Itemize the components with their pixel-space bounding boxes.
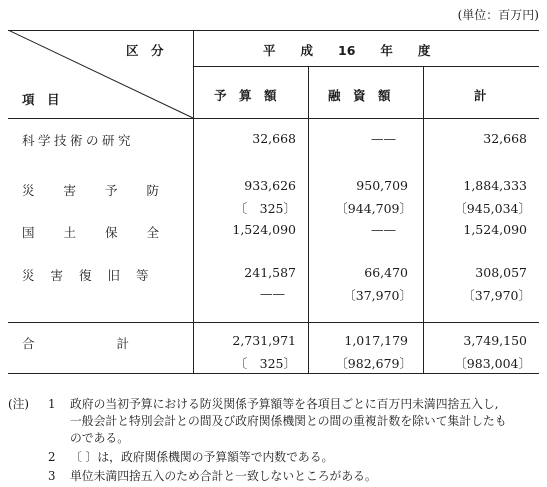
note-text: 政府の当初予算における防災関係予算額等を各項目ごとに百万円未満四捨五入し, xyxy=(70,397,499,411)
note-number: 1 xyxy=(48,397,56,411)
kei-value: 1,524,090 xyxy=(463,222,527,237)
header-yosan: 予 算 額 xyxy=(214,88,277,103)
row-label: 科学技術の研究 xyxy=(22,133,135,148)
note-text: 単位未満四捨五入のため合計と一致しないところがある。 xyxy=(70,469,377,483)
kei-value: 1,884,333 xyxy=(463,178,527,193)
row-label: 国土保全 xyxy=(22,225,189,240)
yosan-value: 241,587 xyxy=(244,265,296,280)
yushi-value: 66,470 xyxy=(364,265,408,280)
total-yosan-sub: 〔 325〕 xyxy=(234,356,296,371)
note-number: 3 xyxy=(48,469,56,483)
kei-value: 32,668 xyxy=(483,131,527,146)
yushi-value: 〔37,970〕 xyxy=(343,288,412,303)
yosan-value: 〔 325〕 xyxy=(234,201,296,216)
yosan-value: 1,524,090 xyxy=(232,222,296,237)
yosan-value: —— xyxy=(260,286,285,301)
total-top-line xyxy=(8,322,539,323)
budget-table xyxy=(8,30,539,374)
kei-value: 〔37,970〕 xyxy=(462,288,531,303)
total-kei: 3,749,150 xyxy=(463,333,527,348)
total-yushi-sub: 〔982,679〕 xyxy=(335,356,412,371)
total-kei-sub: 〔983,004〕 xyxy=(454,356,531,371)
yushi-value: —— xyxy=(371,222,396,237)
yosan-value: 32,668 xyxy=(252,131,296,146)
header-mid-line xyxy=(193,66,539,67)
header-kei: 計 xyxy=(474,88,487,103)
header-heisei: 平 成 16 年 度 xyxy=(263,43,431,58)
note-text: のである。 xyxy=(70,431,129,445)
header-koumoku: 項 目 xyxy=(22,92,60,107)
total-yushi: 1,017,179 xyxy=(344,333,408,348)
yushi-value: —— xyxy=(371,131,396,146)
yosan-value: 933,626 xyxy=(244,178,296,193)
row-label: 災害予防 xyxy=(22,183,189,198)
total-yosan: 2,731,971 xyxy=(232,333,296,348)
col-divider-3 xyxy=(423,66,424,374)
header-yushi: 融 資 額 xyxy=(328,88,391,103)
note-number: 2 xyxy=(48,450,56,464)
kei-value: 〔945,034〕 xyxy=(454,201,531,216)
kei-value: 308,057 xyxy=(475,265,527,280)
note-text: 〔 〕は，政府関係機関の予算額等で内数である。 xyxy=(70,450,334,464)
total-label: 合 計 xyxy=(22,336,131,351)
unit-label: (単位：百万円) xyxy=(457,8,539,22)
yushi-value: 〔944,709〕 xyxy=(335,201,412,216)
notes-tag: (注) xyxy=(8,397,30,411)
header-kubun: 区 分 xyxy=(126,43,164,58)
yushi-value: 950,709 xyxy=(356,178,408,193)
col-divider-2 xyxy=(308,66,309,374)
note-text: 一般会計と特別会計との間及び政府関係機関との間の重複計数を除いて集計したも xyxy=(70,414,507,428)
row-label: 災害復旧等 xyxy=(22,268,165,283)
